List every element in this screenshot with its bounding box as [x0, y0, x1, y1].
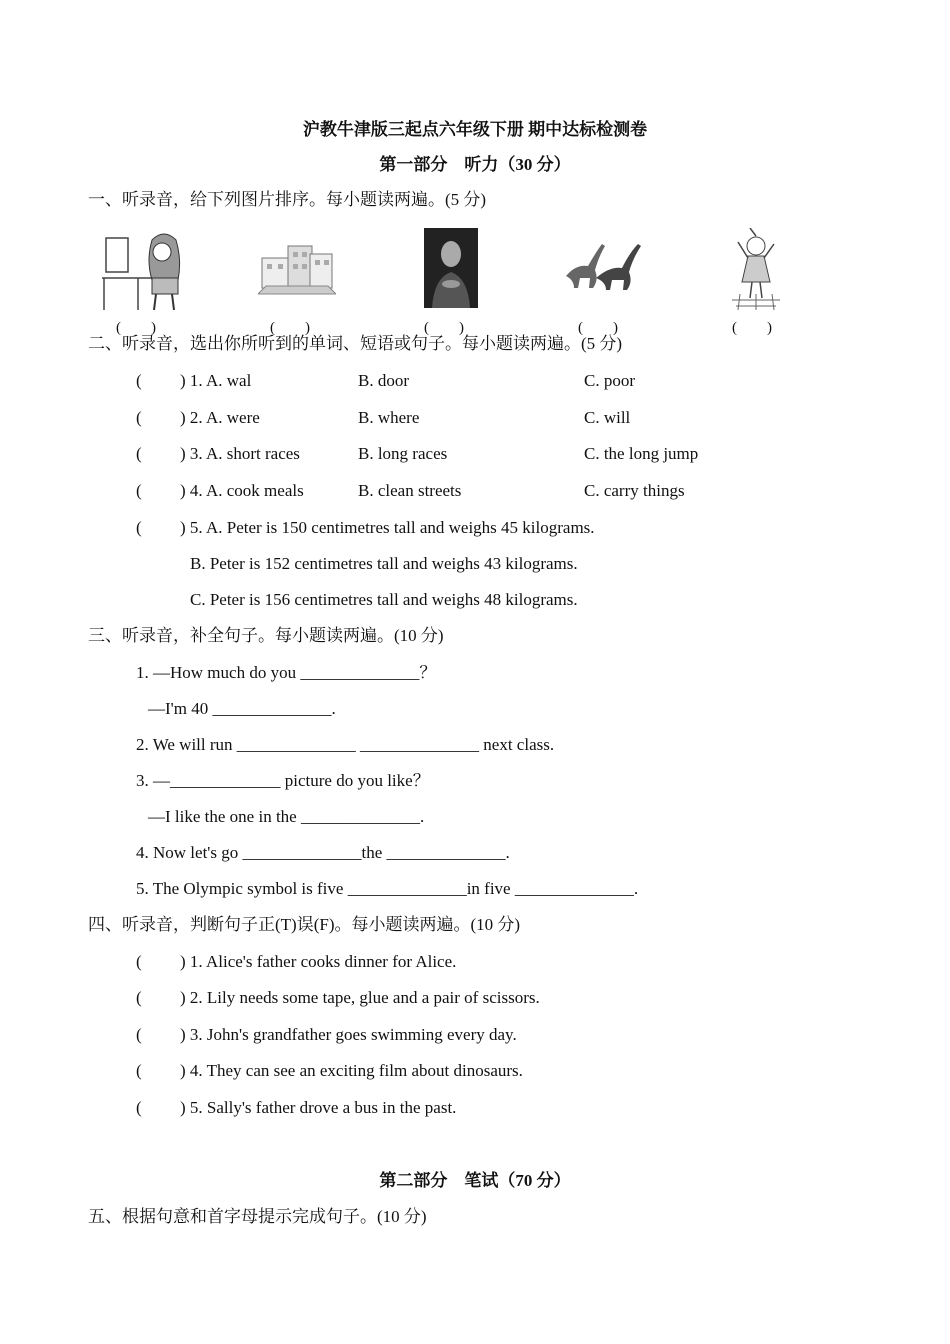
- fill-sentence[interactable]: —I like the one in the ______________.: [148, 807, 425, 826]
- picture-blank[interactable]: ( ): [424, 320, 464, 336]
- answer-blank[interactable]: (: [136, 371, 142, 390]
- tf-statement: ) 5. Sally's father drove a bus in the past.: [180, 1098, 457, 1117]
- answer-blank[interactable]: (: [136, 518, 142, 537]
- fill-sentence[interactable]: 1. —How much do you ______________？: [136, 663, 437, 682]
- answer-blank[interactable]: (: [136, 1061, 142, 1080]
- answer-blank[interactable]: (: [136, 1025, 142, 1044]
- section5-heading: 五、根据句意和首字母提示完成句子。(10 分): [88, 1207, 427, 1226]
- option-a: ) 1. A. wal: [180, 371, 252, 390]
- tf-statement: ) 1. Alice's father cooks dinner for Alice.: [180, 952, 457, 971]
- fill-sentence[interactable]: 3. —_____________ picture do you like？: [136, 771, 430, 790]
- part1-title: 第一部分 听力（30 分）: [379, 155, 571, 174]
- fill-sentence[interactable]: 5. The Olympic symbol is five ______________in five ______________.: [136, 879, 639, 898]
- answer-blank[interactable]: (: [136, 952, 142, 971]
- option-c: C. the long jump: [584, 444, 699, 463]
- section4-heading: 四、听录音，判断句子正(T)误(F)。每小题读两遍。(10 分): [88, 915, 521, 934]
- answer-blank[interactable]: (: [136, 444, 142, 463]
- option-c: C. carry things: [584, 481, 685, 500]
- page-title: 沪教牛津版三起点六年级下册 期中达标检测卷: [302, 120, 648, 139]
- option-b: B. long races: [358, 444, 448, 463]
- answer-blank[interactable]: (: [136, 481, 142, 500]
- girl-exercising-icon: [728, 228, 784, 310]
- tf-statement: ) 4. They can see an exciting film about dinosaurs.: [180, 1061, 523, 1080]
- option-c: C. will: [584, 408, 631, 427]
- tf-statement: ) 2. Lily needs some tape, glue and a pair of scissors.: [180, 988, 540, 1007]
- fill-sentence[interactable]: —I'm 40 ______________.: [148, 699, 336, 718]
- buildings-icon: [258, 238, 336, 296]
- option-c: C. Peter is 156 centimetres tall and weighs 48 kilograms.: [190, 590, 578, 609]
- option-a: ) 5. A. Peter is 150 centimetres tall and weighs 45 kilograms.: [180, 518, 595, 537]
- section3-heading: 三、听录音，补全句子。每小题读两遍。(10 分): [88, 626, 444, 645]
- section2-heading: 二、听录音，选出你所听到的单词、短语或句子。每小题读两遍。(5 分): [88, 334, 623, 353]
- section1-heading: 一、听录音，给下列图片排序。每小题读两遍。(5 分): [88, 190, 487, 209]
- fill-sentence[interactable]: 4. Now let's go ______________the ______________.: [136, 843, 510, 862]
- option-b: B. where: [358, 408, 420, 427]
- picture-blank[interactable]: ( ): [732, 320, 772, 336]
- picture-blank[interactable]: ( ): [116, 320, 156, 336]
- fill-sentence[interactable]: 2. We will run ______________ ______________ next class.: [136, 735, 555, 754]
- option-b: B. clean streets: [358, 481, 462, 500]
- option-a: ) 3. A. short races: [180, 444, 300, 463]
- girl-at-computer-icon: [98, 228, 188, 312]
- option-c: C. poor: [584, 371, 635, 390]
- answer-blank[interactable]: (: [136, 1098, 142, 1117]
- tf-statement: ) 3. John's grandfather goes swimming every day.: [180, 1025, 517, 1044]
- dinosaurs-icon: [560, 240, 650, 294]
- picture-blank[interactable]: ( ): [578, 320, 618, 336]
- part2-title: 第二部分 笔试（70 分）: [379, 1171, 571, 1190]
- option-b: B. door: [358, 371, 409, 390]
- answer-blank[interactable]: (: [136, 408, 142, 427]
- option-a: ) 4. A. cook meals: [180, 481, 304, 500]
- mona-lisa-painting-icon: [424, 228, 478, 308]
- answer-blank[interactable]: (: [136, 988, 142, 1007]
- picture-blank[interactable]: ( ): [270, 320, 310, 336]
- option-a: ) 2. A. were: [180, 408, 260, 427]
- option-b: B. Peter is 152 centimetres tall and weighs 43 kilograms.: [190, 554, 578, 573]
